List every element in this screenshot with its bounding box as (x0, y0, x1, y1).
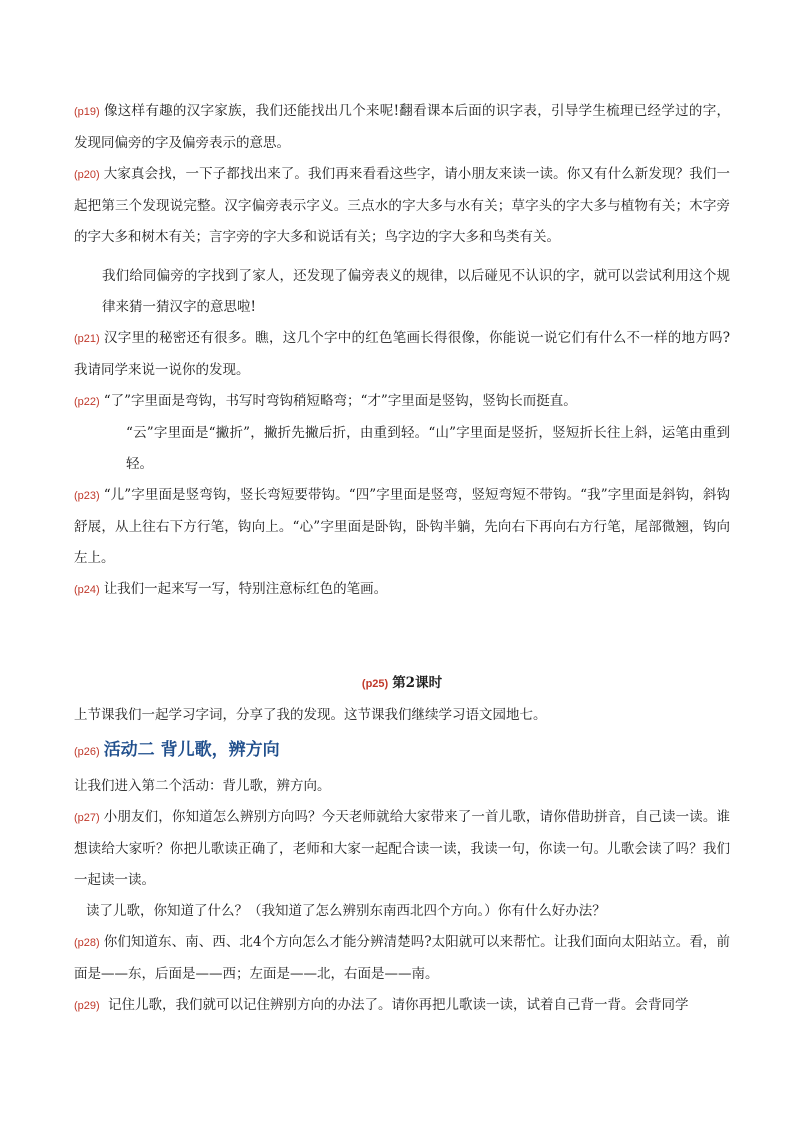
paragraph-p20 (74, 159, 730, 253)
page-tag: (p26) (74, 746, 100, 758)
page-tag: (p28) (74, 937, 100, 949)
page-tag: (p20) (74, 169, 100, 181)
paragraph-p27 (74, 802, 730, 896)
paragraph-know: 读了儿歌，你知道了什么？（我知道了怎么辨别东南西北四个方向。）你有什么好办法？ (86, 903, 606, 919)
paragraph-text: “儿”字里面是竖弯钩，竖长弯短要带钩。“四”字里面是竖弯，竖短弯短不带钩。“我”字里面是斜钩，斜钩舒展，从上往右下方行笔，钩向上。“心”字里面是卧钩，卧钩半躺，先向右下再向右方行笔，尾部微翘，钩向左上。 (74, 487, 730, 566)
page-tag: (p21) (74, 333, 100, 345)
page-tag: (p24) (74, 584, 100, 596)
paragraph-text: 汉字里的秘密还有很多。瞧，这几个字中的红色笔画长得很像，你能说一说它们有什么不一样的地方吗?我请同学来说一说你的发现。 (74, 330, 730, 378)
paragraph-p19 (74, 96, 730, 159)
paragraph-p24 (74, 574, 730, 606)
paragraph-p28 (74, 927, 730, 990)
paragraph-text: 让我们一起来写一写，特别注意标红色的笔画。 (103, 581, 388, 597)
paragraph-text: 小朋友们，你知道怎么辨别方向吗？今天老师就给大家带来了一首儿歌，请你借助拼音，自己读一读。谁想读给大家听？你把儿歌读正确了，老师和大家一起配合读一读，我读一句，你读一句。儿歌会读了吗？我们一起读一读。 (74, 809, 730, 888)
paragraph-p23 (74, 480, 730, 574)
page-tag: (p23) (74, 490, 100, 502)
page-tag: (p25) (361, 678, 389, 690)
paragraph-p29 (74, 990, 730, 1022)
lesson-intro: 上节课我们一起学习字词，分享了我的发现。这节课我们继续学习语文园地七。 (74, 707, 547, 723)
paragraph-text: 记住儿歌，我们就可以记住辨别方向的办法了。请你再把儿歌读一读，试着自己背一背。会背同学 (103, 997, 689, 1013)
paragraph-p22 (74, 386, 730, 418)
page-tag: (p29) (74, 1000, 100, 1012)
activity-title-text: 活动二 背儿歌，辨方向 (103, 740, 280, 760)
activity-title (74, 731, 730, 771)
lesson-heading-text: 第2课时 (392, 675, 443, 691)
paragraph-text: 你们知道东、南、西、北4个方向怎么才能分辨清楚吗?太阳就可以来帮忙。让我们面向太阳站立。看，前面是——东，后面是——西；左面是——北，右面是——南。 (74, 934, 730, 982)
page-tag: (p22) (74, 396, 100, 408)
page-tag: (p27) (74, 812, 100, 824)
paragraph-yun: “云”字里面是“撇折”，撇折先撇后折，由重到轻。“山”字里面是竖折，竖短折长往上斜，运笔由重到轻。 (126, 425, 730, 472)
lesson-heading (74, 668, 730, 700)
paragraph-p21 (74, 323, 730, 386)
paragraph-text: 大家真会找，一下子都找出来了。我们再来看看这些字，请小朋友来读一读。你又有什么新发现？我们一起把第三个发现说完整。汉字偏旁表示字义。三点水的字大多与水有关；草字头的字大多与植物有关；木字旁的字大多和树木有关；言字旁的字大多和说话有关；鸟字边的字大多和鸟类有关。 (74, 166, 730, 245)
paragraph-text: “了”字里面是弯钩，书写时弯钩稍短略弯；“才”字里面是竖钩，竖钩长而挺直。 (103, 393, 577, 409)
page-tag: (p19) (74, 106, 100, 118)
paragraph-family: 我们给同偏旁的字找到了家人，还发现了偏旁表义的规律，以后碰见不认识的字，就可以尝试利用这个规律来猜一猜汉字的意思啦! (102, 268, 730, 315)
activity-intro: 让我们进入第二个活动：背儿歌，辨方向。 (74, 778, 331, 794)
document-page (74, 96, 730, 1022)
paragraph-text: 像这样有趣的汉字家族，我们还能找出几个来呢!翻看课本后面的识字表，引导学生梳理已经学过的字，发现同偏旁的字及偏旁表示的意思。 (74, 103, 730, 151)
